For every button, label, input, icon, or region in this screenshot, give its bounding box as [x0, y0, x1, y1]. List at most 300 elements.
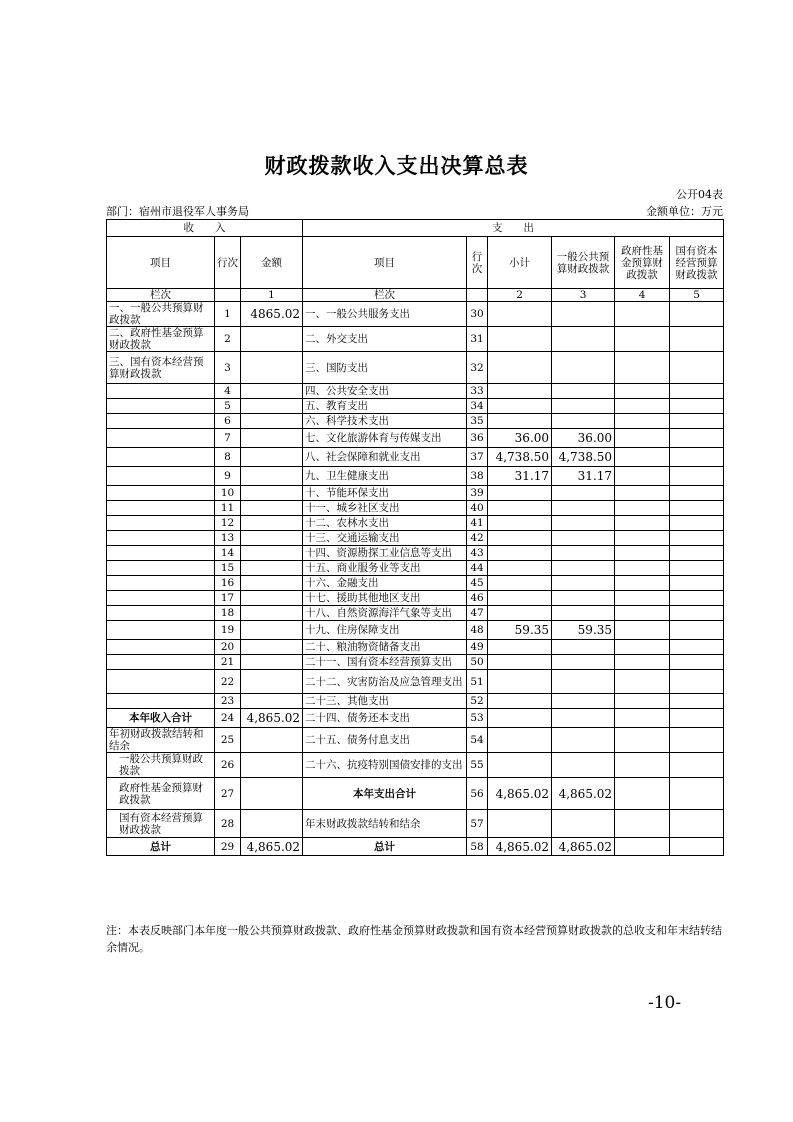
- expense-gov-fund: [615, 501, 670, 516]
- expense-subtotal: [488, 810, 552, 838]
- income-amount: [241, 561, 303, 576]
- expense-state-capital: [670, 546, 724, 561]
- expense-state-capital: [670, 591, 724, 606]
- expense-subtotal: [488, 352, 552, 384]
- expense-subtotal: [488, 399, 552, 414]
- income-item: 一、一般公共预算财政拨款: [107, 302, 215, 327]
- income-amount: [241, 501, 303, 516]
- expense-general-budget: [552, 810, 615, 838]
- expense-subtotal: [488, 414, 552, 429]
- expense-subtotal: 31.17: [488, 467, 552, 486]
- expense-subtotal: [488, 728, 552, 753]
- expense-row-no: 41: [467, 516, 488, 531]
- income-amount: [241, 778, 303, 810]
- income-row-no: 24: [215, 709, 241, 728]
- page-number: -10-: [648, 993, 682, 1013]
- expense-general-budget: [552, 606, 615, 621]
- expense-state-capital: [670, 670, 724, 694]
- expense-row-no: 45: [467, 576, 488, 591]
- expense-row-no: 38: [467, 467, 488, 486]
- income-row-no: 6: [215, 414, 241, 429]
- expense-general-budget: [552, 728, 615, 753]
- expense-row-no: 37: [467, 448, 488, 467]
- expense-gov-fund: [615, 561, 670, 576]
- expense-row-no: 31: [467, 327, 488, 352]
- expense-gov-fund: [615, 429, 670, 448]
- col-number-2: 2: [488, 289, 552, 302]
- expense-gov-fund: [615, 694, 670, 709]
- unit-label: 金额单位：万元: [646, 205, 723, 218]
- income-amount: [241, 606, 303, 621]
- income-row-no: 28: [215, 810, 241, 838]
- income-item: 二、政府性基金预算财政拨款: [107, 327, 215, 352]
- income-amount: [241, 448, 303, 467]
- expense-item: 总计: [303, 838, 467, 856]
- expense-state-capital: [670, 429, 724, 448]
- col-number-1: 1: [241, 289, 303, 302]
- expense-general-budget: [552, 576, 615, 591]
- table-row: [107, 516, 724, 531]
- income-amount: [241, 486, 303, 501]
- expense-general-budget: [552, 655, 615, 670]
- expense-state-capital: [670, 352, 724, 384]
- table-row: [107, 728, 724, 753]
- income-amount: [241, 429, 303, 448]
- col-income-amount: 金额: [241, 237, 303, 289]
- expense-item: 二十、粮油物资储备支出: [303, 640, 467, 655]
- expense-subtotal: [488, 591, 552, 606]
- expense-state-capital: [670, 467, 724, 486]
- col-subtotal: 小计: [488, 237, 552, 289]
- income-row-no: 19: [215, 621, 241, 640]
- expense-state-capital: [670, 531, 724, 546]
- expense-header: 支 出: [303, 220, 724, 237]
- expense-subtotal: [488, 694, 552, 709]
- expense-state-capital: [670, 501, 724, 516]
- expense-gov-fund: [615, 576, 670, 591]
- budget-table: [106, 219, 724, 856]
- income-item: 三、国有资本经营预算财政拨款: [107, 352, 215, 384]
- expense-state-capital: [670, 778, 724, 810]
- expense-subtotal: [488, 606, 552, 621]
- expense-gov-fund: [615, 384, 670, 399]
- expense-item: 十二、农林水支出: [303, 516, 467, 531]
- income-amount: [241, 352, 303, 384]
- expense-gov-fund: [615, 399, 670, 414]
- income-row-no: 12: [215, 516, 241, 531]
- expense-row-no: 56: [467, 778, 488, 810]
- expense-general-budget: [552, 561, 615, 576]
- income-amount: [241, 327, 303, 352]
- expense-state-capital: [670, 327, 724, 352]
- table-row: [107, 810, 724, 838]
- expense-item: 二十六、抗疫特别国债安排的支出: [303, 753, 467, 778]
- expense-row-no: 57: [467, 810, 488, 838]
- expense-state-capital: [670, 576, 724, 591]
- col-number-4: 4: [615, 289, 670, 302]
- income-row-no: 1: [215, 302, 241, 327]
- income-row-no: 26: [215, 753, 241, 778]
- income-item: [107, 429, 215, 448]
- income-row-no: 10: [215, 486, 241, 501]
- income-amount: [241, 384, 303, 399]
- income-item: [107, 414, 215, 429]
- col-income-item: 项目: [107, 237, 215, 289]
- expense-subtotal: 4,738.50: [488, 448, 552, 467]
- expense-general-budget: 31.17: [552, 467, 615, 486]
- expense-subtotal: [488, 546, 552, 561]
- expense-general-budget: [552, 709, 615, 728]
- expense-general-budget: [552, 546, 615, 561]
- table-row: [107, 467, 724, 486]
- expense-gov-fund: [615, 709, 670, 728]
- income-item: [107, 576, 215, 591]
- expense-subtotal: [488, 531, 552, 546]
- expense-state-capital: [670, 728, 724, 753]
- expense-item: 二十三、其他支出: [303, 694, 467, 709]
- expense-gov-fund: [615, 753, 670, 778]
- blank-cell: [467, 289, 488, 302]
- income-amount: [241, 414, 303, 429]
- expense-subtotal: 4,865.02: [488, 838, 552, 856]
- income-item: [107, 606, 215, 621]
- page-title: 财政拨款收入支出决算总表: [264, 153, 529, 178]
- income-item: 政府性基金预算财政拨款: [107, 778, 215, 810]
- table-row: [107, 670, 724, 694]
- expense-row-no: 48: [467, 621, 488, 640]
- expense-subtotal: [488, 670, 552, 694]
- income-item: [107, 640, 215, 655]
- table-row: [107, 486, 724, 501]
- expense-general-budget: [552, 501, 615, 516]
- expense-state-capital: [670, 414, 724, 429]
- table-row: [107, 576, 724, 591]
- expense-item: 三、国防支出: [303, 352, 467, 384]
- table-row: [107, 561, 724, 576]
- expense-row-no: 47: [467, 606, 488, 621]
- expense-subtotal: [488, 655, 552, 670]
- expense-general-budget: 4,865.02: [552, 838, 615, 856]
- income-item: [107, 546, 215, 561]
- income-item: [107, 561, 215, 576]
- expense-item: 八、社会保障和就业支出: [303, 448, 467, 467]
- expense-item: 十、节能环保支出: [303, 486, 467, 501]
- income-row-no: 20: [215, 640, 241, 655]
- expense-item: 二十一、国有资本经营预算支出: [303, 655, 467, 670]
- expense-gov-fund: [615, 546, 670, 561]
- expense-general-budget: [552, 670, 615, 694]
- expense-item: 二十二、灾害防治及应急管理支出: [303, 670, 467, 694]
- table-row: [107, 429, 724, 448]
- expense-row-no: 32: [467, 352, 488, 384]
- expense-general-budget: 59.35: [552, 621, 615, 640]
- expense-subtotal: [488, 576, 552, 591]
- col-number-3: 3: [552, 289, 615, 302]
- income-amount: [241, 728, 303, 753]
- expense-gov-fund: [615, 516, 670, 531]
- col-expense-item: 项目: [303, 237, 467, 289]
- expense-gov-fund: [615, 327, 670, 352]
- expense-item: 七、文化旅游体育与传媒支出: [303, 429, 467, 448]
- expense-general-budget: [552, 531, 615, 546]
- income-amount: [241, 694, 303, 709]
- income-row-no: 7: [215, 429, 241, 448]
- expense-subtotal: 36.00: [488, 429, 552, 448]
- expense-row-no: 53: [467, 709, 488, 728]
- department-label: 部门：宿州市退役军人事务局: [106, 205, 249, 218]
- col-label-income: 栏次: [107, 289, 215, 302]
- col-general-budget: 一般公共预算财政拨款: [552, 237, 615, 289]
- expense-subtotal: 4,865.02: [488, 778, 552, 810]
- expense-state-capital: [670, 384, 724, 399]
- expense-row-no: 30: [467, 302, 488, 327]
- expense-subtotal: [488, 516, 552, 531]
- expense-general-budget: [552, 399, 615, 414]
- income-item: [107, 448, 215, 467]
- expense-row-no: 44: [467, 561, 488, 576]
- expense-general-budget: [552, 384, 615, 399]
- header-row-sections: [107, 220, 724, 237]
- income-item: 年初财政拨款结转和结余: [107, 728, 215, 753]
- expense-state-capital: [670, 302, 724, 327]
- expense-state-capital: [670, 838, 724, 856]
- expense-row-no: 34: [467, 399, 488, 414]
- expense-subtotal: [488, 501, 552, 516]
- expense-general-budget: [552, 327, 615, 352]
- income-row-no: 9: [215, 467, 241, 486]
- expense-item: 十三、交通运输支出: [303, 531, 467, 546]
- income-amount: [241, 655, 303, 670]
- col-state-capital: 国有资本经营预算财政拨款: [670, 237, 724, 289]
- table-row: [107, 621, 724, 640]
- income-item: [107, 591, 215, 606]
- income-amount: 4,865.02: [241, 709, 303, 728]
- expense-general-budget: [552, 352, 615, 384]
- expense-row-no: 36: [467, 429, 488, 448]
- income-item: [107, 467, 215, 486]
- table-row: [107, 384, 724, 399]
- income-item: 本年收入合计: [107, 709, 215, 728]
- expense-subtotal: [488, 302, 552, 327]
- expense-item: 十六、金融支出: [303, 576, 467, 591]
- income-item: [107, 516, 215, 531]
- income-item: [107, 531, 215, 546]
- income-amount: [241, 516, 303, 531]
- expense-gov-fund: [615, 352, 670, 384]
- income-row-no: 27: [215, 778, 241, 810]
- table-row: [107, 838, 724, 856]
- income-row-no: 17: [215, 591, 241, 606]
- col-number-5: 5: [670, 289, 724, 302]
- expense-state-capital: [670, 753, 724, 778]
- expense-item: 二、外交支出: [303, 327, 467, 352]
- expense-item: 年末财政拨款结转和结余: [303, 810, 467, 838]
- table-row: [107, 640, 724, 655]
- expense-gov-fund: [615, 655, 670, 670]
- table-row: [107, 448, 724, 467]
- expense-gov-fund: [615, 486, 670, 501]
- expense-item: 九、卫生健康支出: [303, 467, 467, 486]
- income-item: 总计: [107, 838, 215, 856]
- blank-cell: [215, 289, 241, 302]
- income-row-no: 22: [215, 670, 241, 694]
- expense-state-capital: [670, 606, 724, 621]
- income-row-no: 8: [215, 448, 241, 467]
- expense-subtotal: [488, 486, 552, 501]
- income-item: [107, 621, 215, 640]
- expense-item: 四、公共安全支出: [303, 384, 467, 399]
- table-row: [107, 327, 724, 352]
- table-row: [107, 753, 724, 778]
- expense-state-capital: [670, 561, 724, 576]
- income-row-no: 23: [215, 694, 241, 709]
- expense-row-no: 35: [467, 414, 488, 429]
- expense-row-no: 40: [467, 501, 488, 516]
- income-amount: [241, 621, 303, 640]
- header-row-columns: [107, 237, 724, 289]
- col-expense-row-no: 行次: [467, 237, 488, 289]
- expense-state-capital: [670, 640, 724, 655]
- table-row: [107, 694, 724, 709]
- table-row: [107, 501, 724, 516]
- col-income-row-no: 行次: [215, 237, 241, 289]
- expense-general-budget: 4,738.50: [552, 448, 615, 467]
- expense-item: 五、教育支出: [303, 399, 467, 414]
- expense-gov-fund: [615, 531, 670, 546]
- income-row-no: 5: [215, 399, 241, 414]
- expense-row-no: 52: [467, 694, 488, 709]
- expense-row-no: 51: [467, 670, 488, 694]
- income-amount: [241, 399, 303, 414]
- table-row: [107, 352, 724, 384]
- expense-gov-fund: [615, 838, 670, 856]
- expense-general-budget: [552, 414, 615, 429]
- expense-general-budget: [552, 302, 615, 327]
- expense-general-budget: [552, 694, 615, 709]
- expense-general-budget: [552, 640, 615, 655]
- expense-general-budget: [552, 516, 615, 531]
- expense-general-budget: [552, 753, 615, 778]
- expense-gov-fund: [615, 414, 670, 429]
- income-amount: [241, 640, 303, 655]
- income-item: [107, 670, 215, 694]
- expense-gov-fund: [615, 448, 670, 467]
- expense-item: 十五、商业服务业等支出: [303, 561, 467, 576]
- table-row: [107, 591, 724, 606]
- expense-row-no: 50: [467, 655, 488, 670]
- income-row-no: 3: [215, 352, 241, 384]
- expense-subtotal: [488, 709, 552, 728]
- expense-gov-fund: [615, 778, 670, 810]
- expense-state-capital: [670, 810, 724, 838]
- expense-subtotal: [488, 384, 552, 399]
- expense-gov-fund: [615, 728, 670, 753]
- income-amount: [241, 810, 303, 838]
- table-row: [107, 302, 724, 327]
- expense-state-capital: [670, 448, 724, 467]
- expense-gov-fund: [615, 467, 670, 486]
- income-row-no: 2: [215, 327, 241, 352]
- income-item: [107, 655, 215, 670]
- expense-gov-fund: [615, 640, 670, 655]
- income-item: 一般公共预算财政拨款: [107, 753, 215, 778]
- expense-general-budget: 4,865.02: [552, 778, 615, 810]
- income-amount: [241, 670, 303, 694]
- income-item: [107, 399, 215, 414]
- income-item: [107, 384, 215, 399]
- income-header: 收 入: [107, 220, 303, 237]
- table-row: [107, 414, 724, 429]
- expense-row-no: 54: [467, 728, 488, 753]
- expense-gov-fund: [615, 302, 670, 327]
- income-item: [107, 501, 215, 516]
- income-amount: 4865.02: [241, 302, 303, 327]
- expense-item: 一、一般公共服务支出: [303, 302, 467, 327]
- expense-item: 十七、援助其他地区支出: [303, 591, 467, 606]
- expense-gov-fund: [615, 810, 670, 838]
- expense-subtotal: [488, 327, 552, 352]
- expense-item: 十四、资源勘探工业信息等支出: [303, 546, 467, 561]
- header-row-column-numbers: [107, 289, 724, 302]
- expense-item: 六、科学技术支出: [303, 414, 467, 429]
- expense-state-capital: [670, 516, 724, 531]
- table-row: [107, 606, 724, 621]
- col-label-expense: 栏次: [303, 289, 467, 302]
- expense-row-no: 42: [467, 531, 488, 546]
- income-amount: [241, 576, 303, 591]
- expense-subtotal: [488, 753, 552, 778]
- expense-state-capital: [670, 399, 724, 414]
- income-row-no: 13: [215, 531, 241, 546]
- table-row: [107, 655, 724, 670]
- income-row-no: 29: [215, 838, 241, 856]
- table-row: [107, 709, 724, 728]
- income-item: [107, 694, 215, 709]
- expense-item: 十九、住房保障支出: [303, 621, 467, 640]
- expense-subtotal: [488, 640, 552, 655]
- table-row: [107, 531, 724, 546]
- expense-item: 本年支出合计: [303, 778, 467, 810]
- expense-general-budget: 36.00: [552, 429, 615, 448]
- expense-gov-fund: [615, 621, 670, 640]
- expense-subtotal: [488, 561, 552, 576]
- income-row-no: 18: [215, 606, 241, 621]
- table-row: [107, 399, 724, 414]
- expense-general-budget: [552, 486, 615, 501]
- income-row-no: 4: [215, 384, 241, 399]
- income-row-no: 25: [215, 728, 241, 753]
- expense-row-no: 39: [467, 486, 488, 501]
- footnote: 注：本表反映部门本年度一般公共预算财政拨款、政府性基金预算财政拨款和国有资本经营预算财政拨款的总收支和年末结转结余情况。: [106, 924, 722, 954]
- income-amount: [241, 546, 303, 561]
- expense-item: 十八、自然资源海洋气象等支出: [303, 606, 467, 621]
- expense-gov-fund: [615, 591, 670, 606]
- income-amount: [241, 753, 303, 778]
- form-number: 公开04表: [676, 188, 723, 201]
- income-item: 国有资本经营预算财政拨款: [107, 810, 215, 838]
- expense-row-no: 49: [467, 640, 488, 655]
- expense-row-no: 43: [467, 546, 488, 561]
- expense-gov-fund: [615, 606, 670, 621]
- income-amount: 4,865.02: [241, 838, 303, 856]
- income-amount: [241, 531, 303, 546]
- income-row-no: 14: [215, 546, 241, 561]
- expense-gov-fund: [615, 670, 670, 694]
- expense-state-capital: [670, 709, 724, 728]
- expense-row-no: 55: [467, 753, 488, 778]
- income-row-no: 16: [215, 576, 241, 591]
- expense-state-capital: [670, 694, 724, 709]
